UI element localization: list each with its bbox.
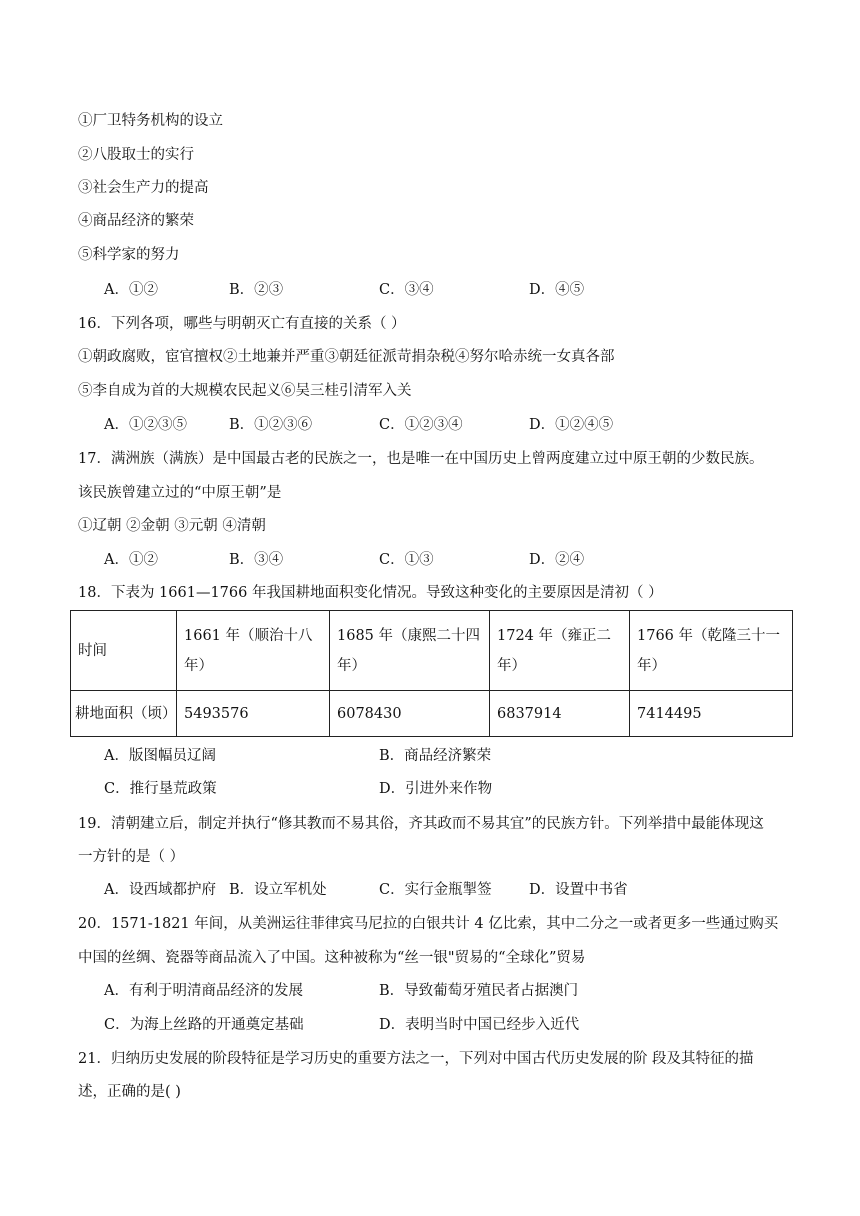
- table-cell-area: 5493576: [177, 691, 330, 737]
- q17-option-a[interactable]: A．①②: [104, 552, 158, 568]
- farmland-table: [70, 610, 793, 737]
- table-cell-year: 1724 年（雍正二年）: [490, 611, 630, 691]
- item-4: ④商品经济的繁荣: [78, 213, 194, 229]
- table-cell-year: 1685 年（康熙二十四年）: [330, 611, 490, 691]
- q18-option-a[interactable]: A．版图幅员辽阔: [104, 748, 216, 764]
- q19-stem-line1: 19．清朝建立后，制定并执行“修其教而不易其俗，齐其政而不易其宜”的民族方针。下列举措中最能体现这: [78, 816, 764, 832]
- table-row: [71, 691, 793, 737]
- q20-option-d[interactable]: D．表明当时中国已经步入近代: [379, 1017, 580, 1033]
- q16-option-c[interactable]: C．①②③④: [379, 417, 463, 433]
- q19-option-c[interactable]: C．实行金瓶掣签: [379, 882, 492, 898]
- q19-stem-line2: 一方针的是（ ）: [78, 849, 185, 865]
- item-1: ①厂卫特务机构的设立: [78, 113, 223, 129]
- table-cell-area: 6837914: [490, 691, 630, 737]
- table-cell-year: 1766 年（乾隆三十一年）: [630, 611, 793, 691]
- q16-option-b[interactable]: B．①②③⑥: [229, 417, 313, 433]
- q16-option-a[interactable]: A．①②③⑤: [104, 417, 187, 433]
- table-cell-year: 1661 年（顺治十八年）: [177, 611, 330, 691]
- q16-items-line1: ①朝政腐败，宦官擅权②土地兼并严重③朝廷征派苛捐杂税④努尔哈赤统一女真各部: [78, 349, 615, 365]
- q18-stem: 18．下表为 1661—1766 年我国耕地面积变化情况。导致这种变化的主要原因是清初（ ）: [78, 585, 663, 601]
- item-2: ②八股取士的实行: [78, 147, 194, 163]
- q17-option-b[interactable]: B．③④: [229, 552, 284, 568]
- q19-option-b[interactable]: B．设立军机处: [229, 882, 327, 898]
- q15-option-b[interactable]: B．②③: [229, 282, 284, 298]
- q19-option-d[interactable]: D．设置中书省: [529, 882, 628, 898]
- q18-option-d[interactable]: D．引进外来作物: [379, 781, 493, 797]
- table-cell-area: 7414495: [630, 691, 793, 737]
- q15-option-c[interactable]: C．③④: [379, 282, 434, 298]
- table-header-area: 耕地面积（顷）: [71, 691, 177, 737]
- q21-stem-line2: 述，正确的是( ): [78, 1084, 181, 1100]
- q18-option-c[interactable]: C．推行垦荒政策: [104, 781, 217, 797]
- q16-stem: 16．下列各项，哪些与明朝灭亡有直接的关系（ ）: [78, 316, 406, 332]
- table-cell-area: 6078430: [330, 691, 490, 737]
- q18-option-b[interactable]: B．商品经济繁荣: [379, 748, 492, 764]
- q20-option-b[interactable]: B．导致葡萄牙殖民者占据澳门: [379, 983, 579, 999]
- q17-stem-line2: 该民族曾建立过的“中原王朝”是: [78, 485, 282, 501]
- q17-choices: ①辽朝 ②金朝 ③元朝 ④清朝: [78, 518, 266, 534]
- q17-stem-line1: 17．满洲族（满族）是中国最古老的民族之一，也是唯一在中国历史上曾两度建立过中原王朝的少数民族。: [78, 451, 764, 467]
- q16-option-d[interactable]: D．①②④⑤: [529, 417, 614, 433]
- q15-option-a[interactable]: A．①②: [104, 282, 158, 298]
- q17-option-d[interactable]: D．②④: [529, 552, 585, 568]
- q20-option-a[interactable]: A．有利于明清商品经济的发展: [104, 983, 303, 999]
- table-header-time: 时间: [71, 611, 177, 691]
- q21-stem-line1: 21．归纳历史发展的阶段特征是学习历史的重要方法之一，下列对中国古代历史发展的阶 段及其特征的描: [78, 1051, 754, 1067]
- q17-option-c[interactable]: C．①③: [379, 552, 434, 568]
- q19-option-a[interactable]: A．设西域都护府: [104, 882, 216, 898]
- q15-option-d[interactable]: D．④⑤: [529, 282, 585, 298]
- q20-stem-line1: 20．1571-1821 年间，从美洲运往菲律宾马尼拉的白银共计 4 亿比索，其中二分之一或者更多一些通过购买: [78, 916, 779, 932]
- q20-stem-line2: 中国的丝绸、瓷器等商品流入了中国。这种被称为“丝一银"贸易的“全球化”贸易: [78, 950, 586, 966]
- item-3: ③社会生产力的提高: [78, 180, 209, 196]
- item-5: ⑤科学家的努力: [78, 247, 180, 263]
- table-row: [71, 611, 793, 691]
- q20-option-c[interactable]: C．为海上丝路的开通奠定基础: [104, 1017, 304, 1033]
- q16-items-line2: ⑤李自成为首的大规模农民起义⑥吴三桂引清军入关: [78, 383, 412, 399]
